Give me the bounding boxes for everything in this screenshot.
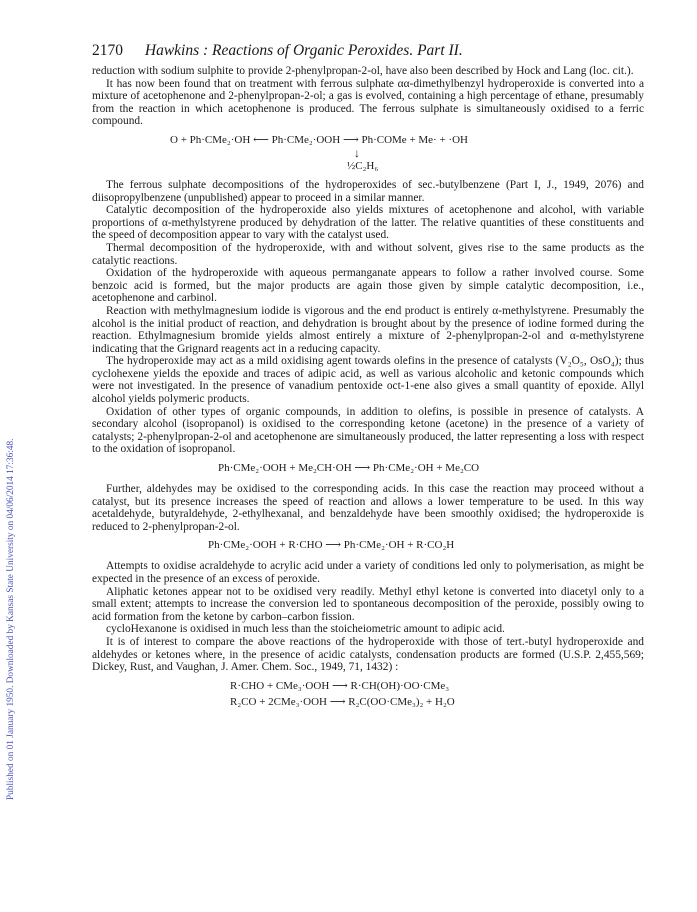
page-number: 2170 xyxy=(92,42,123,59)
running-header xyxy=(92,42,644,60)
paragraph: Catalytic decomposition of the hydroperoxide also yields mixtures of acetophenone and alcohol, with variable proportions of α-methylstyrene produced by dehydration of the latter. The relative quantities of these constituents and the speed of decomposition appear to vary with the catalyst used. xyxy=(92,204,644,242)
paragraph: cycloHexanone is oxidised in much less than the stoicheiometric amount to adipic acid. xyxy=(106,623,505,636)
page-body xyxy=(92,42,644,709)
equation-ethane-product: ½C₂H₆ xyxy=(347,159,379,172)
download-watermark xyxy=(6,140,20,800)
equation-ferrous-sulphate: O + Ph·CMe₂·OH ⟵ Ph·CMe₂·OOH ⟶ Ph·COMe + Me· + ·OH xyxy=(170,133,468,146)
running-title: Hawkins : Reactions of Organic Peroxides. Part II. xyxy=(144,42,463,59)
paragraph: Aliphatic ketones appear not to be oxidised very readily. Methyl ethyl ketone is converted into diacetyl only to a small extent; attempts to increase the conversion led to spontaneous decomposition of the peroxide, possibly owing to acid formation from the ketone by carbon–carbon fission. xyxy=(92,585,644,623)
paragraph: The hydroperoxide may act as a mild oxidising agent towards olefins in the presence of catalysts (V₂O₅, OsO₄); thus cyclohexene yields the epoxide and traces of adipic acid, as well as various alcoholic and ketonic compounds which were not investigated. In the presence of vanadium pentoxide oct-1-ene also gives a small quantity of epoxide. Allyl alcohol yields polymeric products. xyxy=(92,355,644,406)
paragraph: It is of interest to compare the above reactions of the hydroperoxide with those of tert.-butyl hydroperoxide and aldehydes or ketones where, in the presence of acidic catalysts, condensation products are formed (U.S.P. 2,455,569; Dickey, Rust, and Vaughan, J. Amer. Chem. Soc., 1949, 71, 1432) : xyxy=(92,635,644,674)
paragraph: Attempts to oxidise acraldehyde to acrylic acid under a variety of conditions led only to polymerisation, as might be expected in the presence of an excess of peroxide. xyxy=(92,560,644,585)
paragraph: Reaction with methylmagnesium iodide is vigorous and the end product is entirely α-methylstyrene. Presumably the alcohol is the initial product of reaction, and dehydration is brought about by the presence of iodine formed during the reaction. Ethylmagnesium bromide yields almost entirely a mixture of 2-phenylpropan-2-ol and α-methylstyrene indicating that the Grignard reagents act in a reducing capacity. xyxy=(92,304,644,355)
equation-condensation-aldehyde: R·CHO + CMe₃·OOH ⟶ R·CH(OH)·OO·CMe₃ xyxy=(230,679,450,692)
equation-isopropanol: Ph·CMe₂·OOH + Me₂CH·OH ⟶ Ph·CMe₂·OH + Me₂CO xyxy=(218,462,480,475)
download-watermark-text: Published on 01 January 1950. Downloaded by Kansas State University on 04/06/2014 17:36:48. xyxy=(6,438,16,800)
down-arrow-icon: ↓ xyxy=(354,145,360,160)
paragraph: Thermal decomposition of the hydroperoxide, with and without solvent, gives rise to the same products as the catalytic reactions. xyxy=(92,241,644,267)
paragraph: Oxidation of the hydroperoxide with aqueous permanganate appears to follow a rather involved course. Some benzoic acid is formed, but the major products are again those given by simple catalytic decomposition, i.e., acetophenone and carbinol. xyxy=(92,267,644,305)
paragraph: reduction with sodium sulphite to provide 2-phenylpropan-2-ol, have also been described by Hock and Lang (loc. cit.). xyxy=(92,65,634,77)
paragraph: Oxidation of other types of organic compounds, in addition to olefins, is possible in presence of catalysts. A secondary alcohol (isopropanol) is oxidised to the corresponding ketone (acetone) in the presence of a variety of catalysts; 2-phenylpropan-2-ol and acetophenone are simultaneously produced, the latter representing a loss with respect to the oxidation of isopropanol. xyxy=(92,405,644,456)
paragraph: It has now been found that on treatment with ferrous sulphate αα-dimethylbenzyl hydroperoxide is converted into a mixture of acetophenone and 2-phenylpropan-2-ol; a gas is evolved, containing a high percentage of ethane, presumably from the reaction in which acetophenone is produced. The ferrous sulphate is simultaneously oxidised to a ferric compound. xyxy=(92,77,644,128)
paragraph: The ferrous sulphate decompositions of the hydroperoxides of sec.-butylbenzene (Part I, J., 1949, 2076) and diisopropylbenzene (unpublished) appear to proceed in a similar manner. xyxy=(92,178,644,204)
equation-condensation-ketone: R₂CO + 2CMe₃·OOH ⟶ R₂C(OO·CMe₃)₂ + H₂O xyxy=(230,695,455,708)
equation-aldehyde: Ph·CMe₂·OOH + R·CHO ⟶ Ph·CMe₂·OH + R·CO₂H xyxy=(208,539,455,552)
paragraph: Further, aldehydes may be oxidised to the corresponding acids. In this case the reaction may proceed without a catalyst, but its presence increases the speed of reaction and allows a lower temperature to be used. In this way acetaldehyde, butyraldehyde, 2-ethylhexanal, and benzaldehyde have been smoothly oxidised; the hydroperoxide is reduced to 2-phenylpropan-2-ol. xyxy=(92,483,644,533)
